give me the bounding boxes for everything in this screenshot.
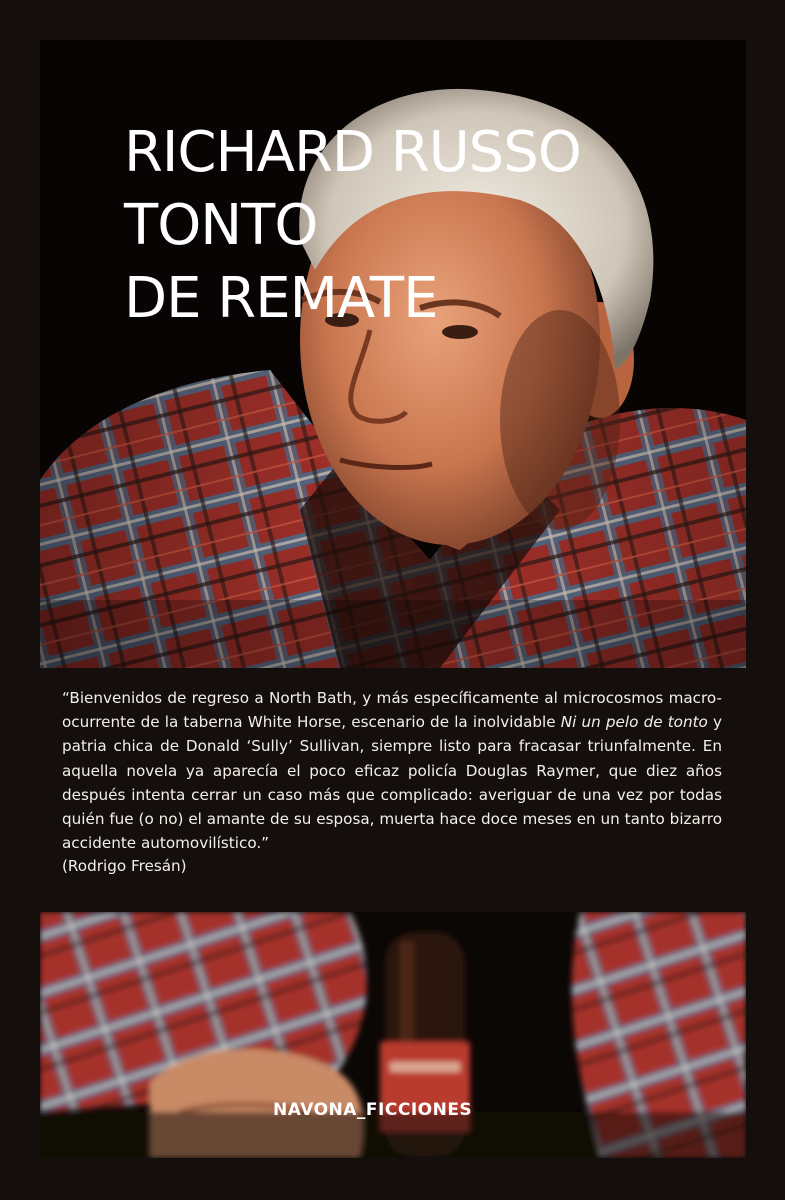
blurb-quote	[62, 686, 722, 855]
quote-text-start: “Bienvenidos de regreso a North Bath, y más específicamente al microcosmos macro-ocurrente de la taberna White Horse, escenario de la inolvidable	[62, 689, 722, 732]
quote-text-end: y patria chica de Donald ‘Sully’ Sullivan, siempre listo para fracasar triunfalmente. En aquella novela ya aparecía el poco eficaz policía Douglas Raymer, que diez años después intenta cerrar un caso más que complicado: averiguar de una vez por todas quién fue (o no) el amante de su esposa, muerta hace doce meses en un tanto bizarro accidente automovilístico.”	[62, 713, 722, 853]
book-title-line-2: DE REMATE	[124, 266, 438, 331]
publisher-logo: NAVONA_FICCIONES	[273, 1100, 473, 1120]
author-photo-bottom	[40, 912, 746, 1158]
hands-illustration	[40, 912, 746, 1158]
quote-attribution: (Rodrigo Fresán)	[62, 857, 187, 875]
book-title-line-1: TONTO	[124, 193, 318, 258]
title-block	[124, 116, 581, 335]
quote-paragraph	[62, 686, 722, 855]
author-photo-top	[40, 40, 746, 668]
author-name: RICHARD RUSSO	[124, 120, 581, 185]
quote-book-reference: Ni un pelo de tonto	[560, 713, 708, 732]
